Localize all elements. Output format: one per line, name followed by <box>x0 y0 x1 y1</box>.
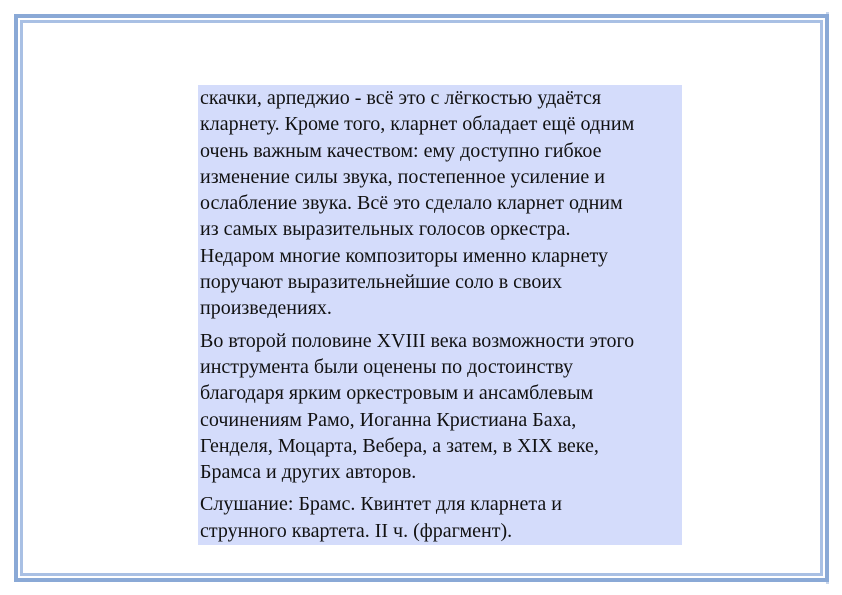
text-box[interactable] <box>198 85 682 545</box>
paragraph-clarinet-qualities: скачки, арпеджио - всё это с лёгкостью удаётся кларнету. Кроме того, кларнет обладает ещё одним очень важным качеством: ему доступно гибкое изменение силы звука, постепенное усиление и ослабление звука. Всё это сделало кларнет одним из самых выразительных голосов оркестра. Недаром многие композиторы именно кларнету поручают выразительнейшие соло в своих произведениях. <box>200 87 635 320</box>
paragraph-clarinet-history: Во второй половине XVIII века возможности этого инструмента были оценены по достоинству благодаря ярким оркестровым и ансамблевым сочинениям Рамо, Иоганна Кристиана Баха, Генделя, Моцарта, Вебера, а затем, в XIX веке, Брамса и других авторов. <box>200 329 635 484</box>
paragraph-listening: Слушание: Брамс. Квинтет для кларнета и струнного квартета. II ч. (фрагмент). <box>200 493 562 542</box>
